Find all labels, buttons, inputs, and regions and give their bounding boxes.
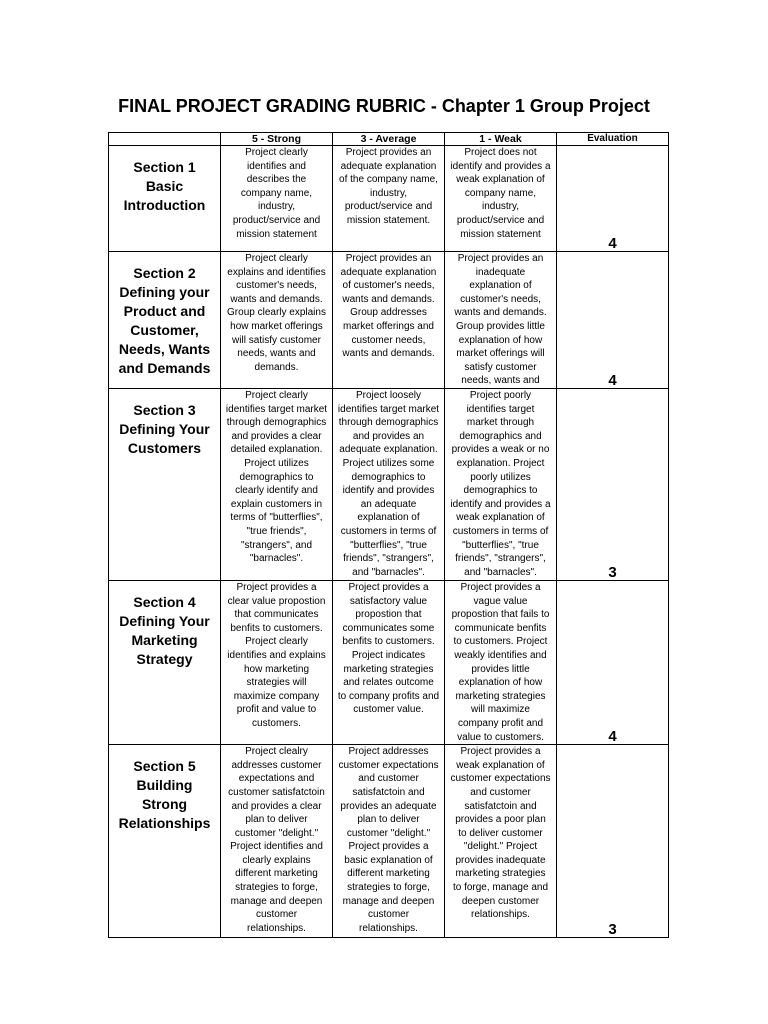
evaluation-score [557, 745, 669, 938]
evaluation-score [557, 581, 669, 745]
header-average: 3 - Average [333, 133, 445, 146]
header-evaluation: Evaluation [557, 133, 669, 146]
table-row [109, 146, 669, 252]
score-value: 4 [608, 235, 617, 252]
section-label: Section 1 Basic Introduction [109, 146, 221, 252]
weak-criteria: Project poorly identifies target market through demographics and provides a weak or no explanation. Project poorly utilizes demographics to identify and provides a weak explanation of customers in terms of "butterflies", "true friends", "strangers", and "barnacles". [445, 389, 557, 581]
strong-criteria: Project clearly explains and identifies customer's needs, wants and demands. Group clearly explains how market offerings will satisfy customer needs, wants and demands. [221, 252, 333, 389]
average-criteria: Project provides an adequate explanation of customer's needs, wants and demands. Group addresses market offerings and customer needs, wants and demands. [333, 252, 445, 389]
table-row [109, 745, 669, 938]
header-section [109, 133, 221, 146]
average-criteria: Project addresses customer expectations and customer satisfatctoin and provides an adequate plan to deliver customer "delight." Project provides a basic explanation of different marketing strategies to forge, manage and deepen customer relationships. [333, 745, 445, 938]
weak-criteria: Project provides a weak explanation of customer expectations and customer satisfatctoin and provides a poor plan to deliver customer "delight." Project provides inadequate marketing strategies to forge, manage and deepen customer relationships. [445, 745, 557, 938]
strong-criteria: Project clearly identifies and describes the company name, industry, product/service and mission statement [221, 146, 333, 252]
table-row [109, 389, 669, 581]
page-title: FINAL PROJECT GRADING RUBRIC - Chapter 1 Group Project [118, 96, 650, 116]
score-value: 3 [608, 921, 617, 939]
evaluation-score [557, 146, 669, 252]
strong-criteria: Project provides a clear value propostion that communicates benfits to customers. Project clearly identifies and explains how marketing strategies will maximize company profit and value to customers. [221, 581, 333, 745]
section-label: Section 2 Defining your Product and Customer, Needs, Wants and Demands [109, 252, 221, 389]
weak-criteria: Project provides an inadequate explanation of customer's needs, wants and demands. Group provides little explanation of how market offerings will satisfy customer needs, wants and [445, 252, 557, 389]
section-label: Section 5 Building Strong Relationships [109, 745, 221, 938]
score-value: 4 [608, 372, 617, 389]
average-criteria: Project loosely identifies target market through demographics and provides an adequate explanation. Project utilizes some demographics to identify and provides an adequate explanation of customers in terms of "butterflies", "true friends", "strangers", and "barnacles". [333, 389, 445, 581]
evaluation-score [557, 389, 669, 581]
strong-criteria: Project clealry addresses customer expectations and customer satisfatctoin and provides a clear plan to deliver customer "delight." Project identifies and clearly explains different marketing strategies to forge, manage and deepen customer relationships. [221, 745, 333, 938]
strong-criteria: Project clearly identifies target market through demographics and provides a clear detailed explanation. Project utilizes demographics to clearly identify and explain customers in terms of "butterflies", "true friends", "strangers", and "barnacles". [221, 389, 333, 581]
score-value: 4 [608, 728, 617, 746]
average-criteria: Project provides a satisfactory value propostion that communicates some benfits to customers. Project indicates marketing strategies and relates outcome to company profits and customer value. [333, 581, 445, 745]
header-strong: 5 - Strong [221, 133, 333, 146]
table-row [109, 252, 669, 389]
rubric-table [108, 132, 669, 938]
average-criteria: Project provides an adequate explanation of the company name, industry, product/service and mission statement. [333, 146, 445, 252]
table-row [109, 581, 669, 745]
header-weak: 1 - Weak [445, 133, 557, 146]
section-label: Section 3 Defining Your Customers [109, 389, 221, 581]
evaluation-score [557, 252, 669, 389]
score-value: 3 [608, 564, 617, 581]
weak-criteria: Project provides a vague value propostion that fails to communicate benfits to customers. Project weakly identifies and provides little explanation of how marketing strategies will maximize company profit and value to customers. [445, 581, 557, 745]
weak-criteria: Project does not identify and provides a weak explanation of company name, industry, product/service and mission statement [445, 146, 557, 252]
header-row [109, 133, 669, 146]
section-label: Section 4 Defining Your Marketing Strategy [109, 581, 221, 745]
